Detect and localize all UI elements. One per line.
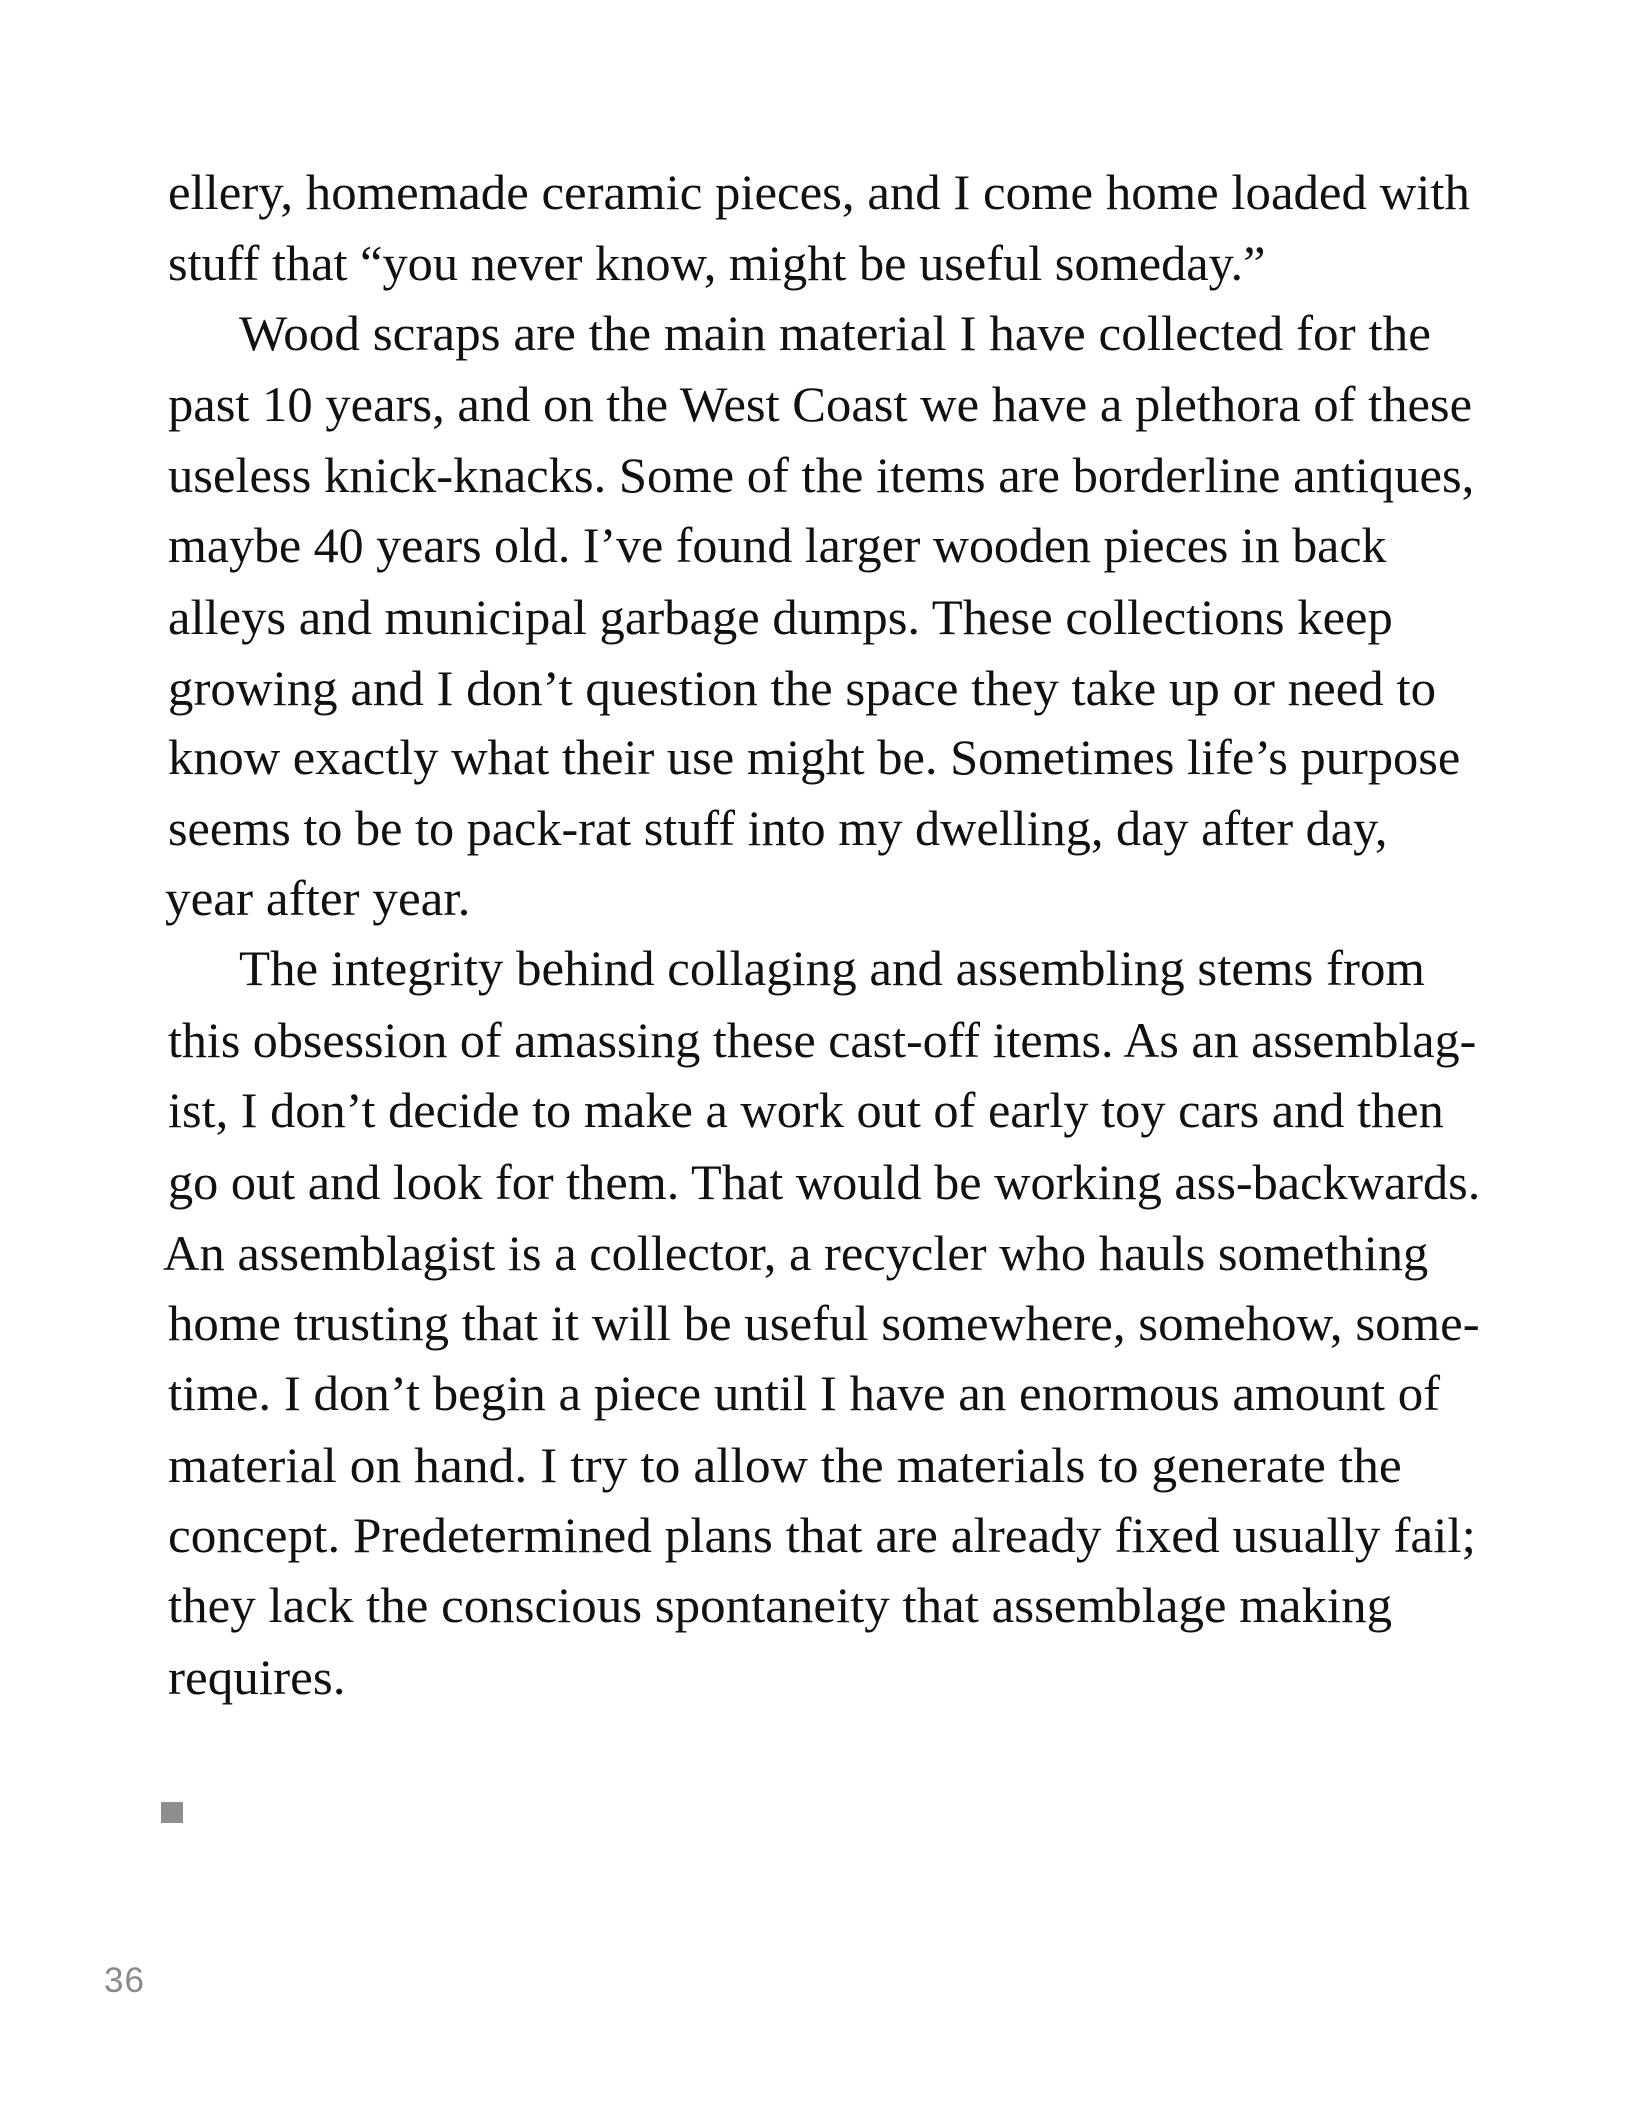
text-line: time. I don’t begin a piece until I have an enormous amount of [168, 1365, 1441, 1421]
text-line: ellery, homemade ceramic pieces, and I come home loaded with [168, 164, 1470, 220]
text-line: home trusting that it will be useful somewhere, somehow, some- [168, 1295, 1480, 1351]
text-line: ist, I don’t decide to make a work out of early toy cars and then [168, 1082, 1444, 1138]
text-line: this obsession of amassing these cast-off items. As an assemblag- [168, 1012, 1477, 1068]
text-line: maybe 40 years old. I’ve found larger wooden pieces in back [168, 517, 1387, 573]
text-line: alleys and municipal garbage dumps. These collections keep [168, 589, 1393, 645]
text-line: year after year. [165, 870, 471, 926]
page-number: 36 [104, 1961, 145, 2000]
text-line: Wood scraps are the main material I have collected for the [239, 305, 1431, 361]
text-line: seems to be to pack-rat stuff into my dwelling, day after day, [168, 800, 1388, 856]
text-line: An assemblagist is a collector, a recycler who hauls something [163, 1225, 1429, 1281]
gray-square-icon [161, 1802, 183, 1823]
text-line: know exactly what their use might be. Sometimes life’s purpose [168, 729, 1461, 785]
text-line: growing and I don’t question the space they take up or need to [168, 660, 1437, 716]
text-line: useless knick-knacks. Some of the items are borderline antiques, [168, 447, 1475, 503]
text-line: stuff that “you never know, might be useful someday.” [168, 235, 1266, 291]
text-line: The integrity behind collaging and assembling stems from [239, 940, 1426, 996]
text-line: go out and look for them. That would be working ass-backwards. [168, 1154, 1481, 1210]
text-line: requires. [168, 1649, 346, 1705]
text-line: concept. Predetermined plans that are already fixed usually fail; [168, 1507, 1476, 1563]
text-line: past 10 years, and on the West Coast we have a plethora of these [168, 376, 1473, 432]
text-line: they lack the conscious spontaneity that assemblage making [168, 1577, 1393, 1633]
text-line: material on hand. I try to allow the materials to generate the [168, 1437, 1402, 1493]
